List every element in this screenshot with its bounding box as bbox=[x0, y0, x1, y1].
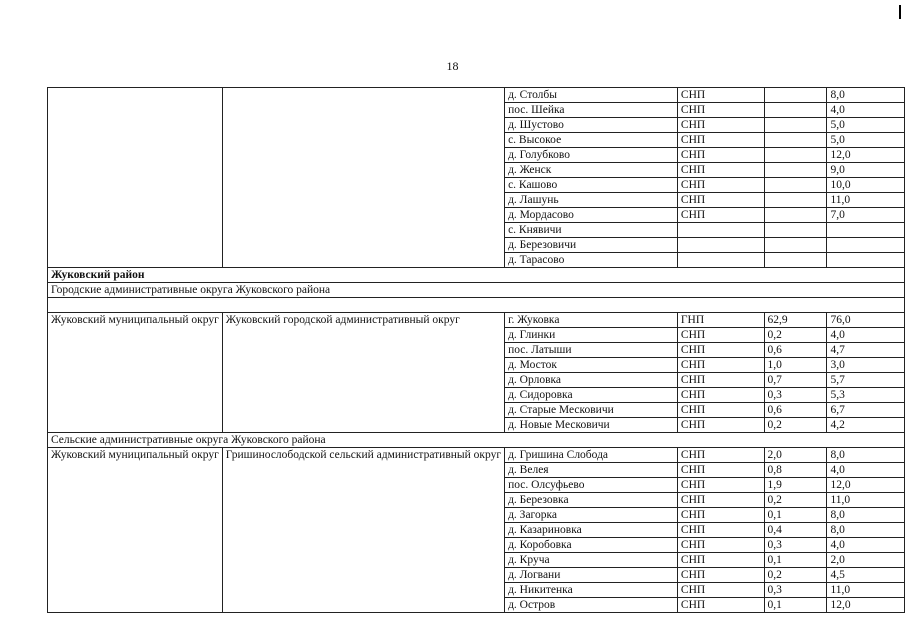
value-planned: 9,0 bbox=[827, 163, 905, 178]
value-planned: 5,7 bbox=[827, 373, 905, 388]
settlement-name: д. Велея bbox=[505, 463, 678, 478]
value-existing bbox=[764, 178, 827, 193]
value-planned: 5,3 bbox=[827, 388, 905, 403]
value-existing: 1,9 bbox=[764, 478, 827, 493]
settlement-type: СНП bbox=[677, 553, 764, 568]
value-planned: 4,0 bbox=[827, 538, 905, 553]
value-existing: 0,1 bbox=[764, 508, 827, 523]
value-planned: 76,0 bbox=[827, 313, 905, 328]
settlement-name: с. Кашово bbox=[505, 178, 678, 193]
settlement-name: пос. Латыши bbox=[505, 343, 678, 358]
municipal-district-name: Жуковский муниципальный округ bbox=[48, 448, 223, 613]
value-existing: 0,8 bbox=[764, 463, 827, 478]
table-row bbox=[48, 88, 905, 103]
settlement-name: д. Тарасово bbox=[505, 253, 678, 268]
settlement-type: СНП bbox=[677, 478, 764, 493]
settlement-type: СНП bbox=[677, 568, 764, 583]
settlement-type: СНП bbox=[677, 523, 764, 538]
admin-district-name: Гришинослободской сельский административный округ bbox=[222, 448, 504, 613]
settlement-name: д. Никитенка bbox=[505, 583, 678, 598]
value-planned: 2,0 bbox=[827, 553, 905, 568]
value-existing bbox=[764, 88, 827, 103]
settlement-name: д. Загорка bbox=[505, 508, 678, 523]
settlement-name: д. Березовка bbox=[505, 493, 678, 508]
settlement-type: СНП bbox=[677, 103, 764, 118]
settlement-name: д. Столбы bbox=[505, 88, 678, 103]
settlement-name: д. Логвани bbox=[505, 568, 678, 583]
municipal-district-cell bbox=[48, 88, 223, 268]
settlement-type bbox=[677, 253, 764, 268]
table-row bbox=[48, 268, 905, 283]
value-planned: 8,0 bbox=[827, 523, 905, 538]
settlement-name: д. Орловка bbox=[505, 373, 678, 388]
value-planned: 11,0 bbox=[827, 193, 905, 208]
table-row bbox=[48, 433, 905, 448]
value-existing: 0,3 bbox=[764, 583, 827, 598]
settlement-name: д. Казариновка bbox=[505, 523, 678, 538]
settlement-type: СНП bbox=[677, 538, 764, 553]
settlement-type: СНП bbox=[677, 358, 764, 373]
settlement-type: ГНП bbox=[677, 313, 764, 328]
settlement-type: СНП bbox=[677, 148, 764, 163]
settlement-name: д. Глинки bbox=[505, 328, 678, 343]
value-existing: 0,6 bbox=[764, 343, 827, 358]
settlement-type: СНП bbox=[677, 493, 764, 508]
value-existing: 0,2 bbox=[764, 418, 827, 433]
settlement-name: д. Мордасово bbox=[505, 208, 678, 223]
page-number: 18 bbox=[446, 59, 459, 73]
value-planned: 7,0 bbox=[827, 208, 905, 223]
section-title: Сельские административные округа Жуковского района bbox=[48, 433, 905, 448]
settlement-type: СНП bbox=[677, 163, 764, 178]
value-existing: 0,1 bbox=[764, 598, 827, 613]
settlement-name: пос. Олсуфьево bbox=[505, 478, 678, 493]
settlement-type: СНП bbox=[677, 403, 764, 418]
value-existing: 0,2 bbox=[764, 328, 827, 343]
value-existing bbox=[764, 148, 827, 163]
value-planned: 4,0 bbox=[827, 103, 905, 118]
settlement-type bbox=[677, 223, 764, 238]
value-existing bbox=[764, 163, 827, 178]
value-existing: 0,2 bbox=[764, 493, 827, 508]
value-planned: 11,0 bbox=[827, 583, 905, 598]
value-planned: 12,0 bbox=[827, 478, 905, 493]
value-planned: 10,0 bbox=[827, 178, 905, 193]
value-planned: 11,0 bbox=[827, 493, 905, 508]
value-existing: 0,2 bbox=[764, 568, 827, 583]
value-planned bbox=[827, 223, 905, 238]
settlements-table bbox=[47, 87, 905, 613]
value-existing bbox=[764, 223, 827, 238]
settlement-type: СНП bbox=[677, 598, 764, 613]
settlement-type: СНП bbox=[677, 583, 764, 598]
settlement-type: СНП bbox=[677, 133, 764, 148]
settlement-name: д. Гришина Слобода bbox=[505, 448, 678, 463]
municipal-district-name: Жуковский муниципальный округ bbox=[48, 313, 223, 433]
settlement-type: СНП bbox=[677, 208, 764, 223]
settlement-type: СНП bbox=[677, 193, 764, 208]
value-planned bbox=[827, 253, 905, 268]
value-planned: 8,0 bbox=[827, 448, 905, 463]
settlement-name: д. Березовичи bbox=[505, 238, 678, 253]
settlement-name: с. Княвичи bbox=[505, 223, 678, 238]
value-planned bbox=[827, 238, 905, 253]
value-existing bbox=[764, 253, 827, 268]
settlement-name: д. Новые Месковичи bbox=[505, 418, 678, 433]
value-existing bbox=[764, 103, 827, 118]
settlement-type: СНП bbox=[677, 418, 764, 433]
value-planned: 4,7 bbox=[827, 343, 905, 358]
settlement-name: д. Старые Месковичи bbox=[505, 403, 678, 418]
value-planned: 8,0 bbox=[827, 88, 905, 103]
value-planned: 4,0 bbox=[827, 463, 905, 478]
value-planned: 3,0 bbox=[827, 358, 905, 373]
settlement-name: д. Остров bbox=[505, 598, 678, 613]
value-planned: 12,0 bbox=[827, 598, 905, 613]
admin-district-cell bbox=[222, 88, 504, 268]
admin-district-name: Жуковский городской административный округ bbox=[222, 313, 504, 433]
value-existing bbox=[764, 238, 827, 253]
settlement-name: д. Сидоровка bbox=[505, 388, 678, 403]
table-row bbox=[48, 313, 905, 328]
settlement-type: СНП bbox=[677, 118, 764, 133]
table-row bbox=[48, 283, 905, 298]
settlement-name: с. Высокое bbox=[505, 133, 678, 148]
value-existing: 0,3 bbox=[764, 388, 827, 403]
value-planned: 4,2 bbox=[827, 418, 905, 433]
value-existing: 0,4 bbox=[764, 523, 827, 538]
settlement-type: СНП bbox=[677, 448, 764, 463]
value-planned: 5,0 bbox=[827, 118, 905, 133]
value-existing: 62,9 bbox=[764, 313, 827, 328]
settlement-type: СНП bbox=[677, 508, 764, 523]
value-existing bbox=[764, 208, 827, 223]
section-title: Городские административные округа Жуковского района bbox=[48, 283, 905, 298]
settlement-name: д. Шустово bbox=[505, 118, 678, 133]
value-existing: 2,0 bbox=[764, 448, 827, 463]
settlement-name: г. Жуковка bbox=[505, 313, 678, 328]
district-title: Жуковский район bbox=[48, 268, 905, 283]
settlement-name: д. Круча bbox=[505, 553, 678, 568]
value-existing bbox=[764, 193, 827, 208]
value-planned: 6,7 bbox=[827, 403, 905, 418]
blank-row-cell bbox=[48, 298, 905, 313]
settlement-type: СНП bbox=[677, 343, 764, 358]
table-row bbox=[48, 448, 905, 463]
value-existing: 0,6 bbox=[764, 403, 827, 418]
value-existing: 0,7 bbox=[764, 373, 827, 388]
value-existing: 0,1 bbox=[764, 553, 827, 568]
table-row bbox=[48, 298, 905, 313]
settlement-name: пос. Шейка bbox=[505, 103, 678, 118]
settlement-type: СНП bbox=[677, 178, 764, 193]
settlement-name: д. Мосток bbox=[505, 358, 678, 373]
settlement-type: СНП bbox=[677, 373, 764, 388]
value-existing bbox=[764, 133, 827, 148]
settlement-name: д. Коробовка bbox=[505, 538, 678, 553]
settlement-name: д. Голубково bbox=[505, 148, 678, 163]
settlement-type bbox=[677, 238, 764, 253]
settlement-type: СНП bbox=[677, 88, 764, 103]
value-planned: 4,5 bbox=[827, 568, 905, 583]
settlement-name: д. Лашунь bbox=[505, 193, 678, 208]
settlement-name: д. Женск bbox=[505, 163, 678, 178]
settlement-type: СНП bbox=[677, 328, 764, 343]
value-planned: 12,0 bbox=[827, 148, 905, 163]
value-planned: 4,0 bbox=[827, 328, 905, 343]
settlement-type: СНП bbox=[677, 463, 764, 478]
edge-mark bbox=[899, 5, 901, 19]
value-existing bbox=[764, 118, 827, 133]
value-planned: 8,0 bbox=[827, 508, 905, 523]
value-existing: 0,3 bbox=[764, 538, 827, 553]
value-existing: 1,0 bbox=[764, 358, 827, 373]
value-planned: 5,0 bbox=[827, 133, 905, 148]
settlement-type: СНП bbox=[677, 388, 764, 403]
